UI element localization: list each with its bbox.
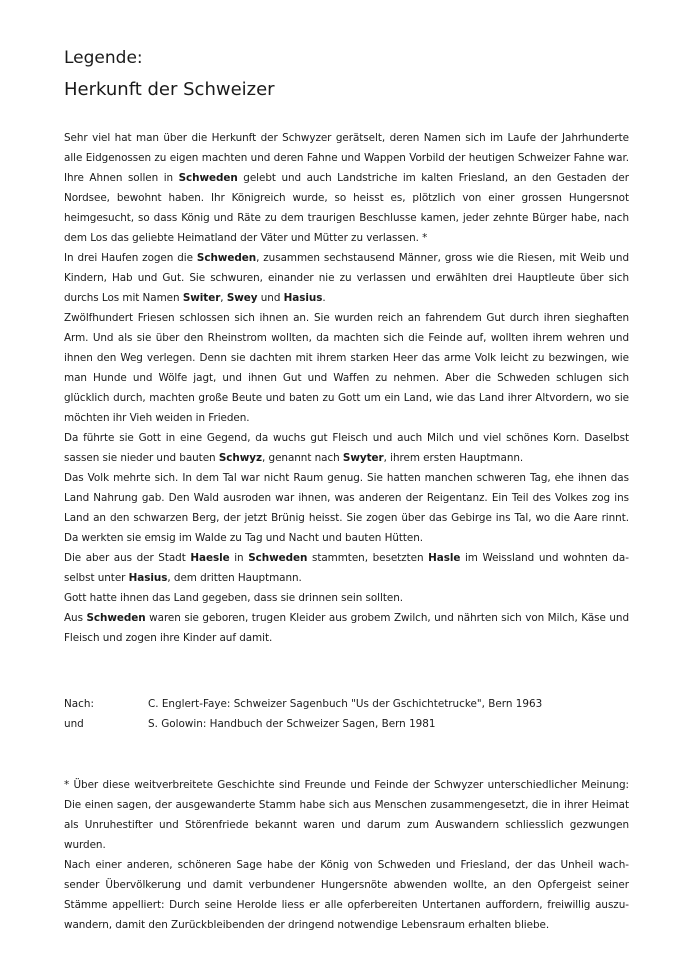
paragraph-land: Gott hatte ihnen das Land gegeben, dass sie drinnen sein sollten. xyxy=(64,592,403,604)
sources-block xyxy=(64,694,629,734)
page-title: Herkunft der Schweizer xyxy=(64,79,275,100)
paragraph-hasle: Die aber aus der Stadt Haesle in Schweden stammten, besetzten Hasle im Weissland und wohnten daselbst unter Hasius, dem dritten Hauptmann. xyxy=(64,552,629,584)
footnote-paragraph-2: Nach einer anderen, schöneren Sage habe der König von Schweden und Friesland, der das Unheil wachsender Übervölkerung und damit verbundener Hungersnöte abwenden wollte, an den Opfergeist seiner Stämme appelliert: Durch seine Herolde liess er alle opferbereiten Untertanen auffordern, freiwillig auszuwandern, damit den Zurückbleibenden der dringend notwendige Lebensraum erhalten bliebe. xyxy=(64,859,629,931)
legend-label: Legende: xyxy=(64,48,143,68)
name-hasius: Hasius xyxy=(283,292,323,304)
source-row xyxy=(64,694,629,714)
paragraph-origin: Sehr viel hat man über die Herkunft der Schwyzer gerätselt, deren Namen sich im Laufe der Jahrhunderte alle Eidgenossen zu eigen machten und deren Fahne und Wappen Vorbild der heutigen Schweizer Fahne war. Ihre Ahnen sollen in Schweden gelebt und auch Landstriche im kalten Friesland, an den Gestaden der Nordsee, bewohnt haben. Ihr Königreich wurde, so heisst es, plötzlich von einer grossen Hungersnot heimgesucht, so dass König und Räte zu dem traurigen Beschlusse kamen, jeder zehnte Bürger habe, nach dem Los das geliebte Heimatland der Väter und Mütter zu verlassen. * xyxy=(64,132,630,244)
name-schweden: Schweden xyxy=(196,252,257,264)
name-schweden: Schweden xyxy=(86,612,146,624)
paragraph-departure: In drei Haufen zogen die Schweden, zusammen sechstausend Männer, gross wie die Riesen, mit Weib und Kindern, Hab und Gut. Sie schwuren, einander nie zu verlassen und erwählten drei Hauptleute über sich durchs Los mit Namen Switer, Swey und Hasius. xyxy=(64,252,630,304)
name-swyter: Swyter xyxy=(342,452,384,464)
source-label: Nach: xyxy=(64,698,94,710)
source-label: und xyxy=(64,718,84,730)
paragraph-friesen: Zwölfhundert Friesen schlossen sich ihnen an. Sie wurden reich an fahrendem Gut durch ihren sieghaften Arm. Und als sie über den Rheinstrom wollten, da machten sich die Feinde auf, wollten ihrem wehren und ihnen den Weg verlegen. Denn sie dachten mit ihrem starken Heer das arme Volk leicht zu bezwingen, wie man Hunde und Wölfe jagt, und ihnen Gut und Waffen zu nehmen. Aber die Schweden schlugen sich glücklich durch, machten große Beute und baten zu Gott um ein Land, wie das Land ihrer Altvordern, wo sie möchten ihr Vieh weiden in Frieden. xyxy=(64,312,629,424)
paragraph-closing: Aus Schweden waren sie geboren, trugen Kleider aus grobem Zwilch, und nährten sich von Milch, Käse und Fleisch und zogen ihre Kinder auf damit. xyxy=(64,612,629,644)
name-schweden: Schweden xyxy=(248,552,308,564)
name-switer: Switer xyxy=(182,292,221,304)
name-haesle: Haesle xyxy=(190,552,230,564)
story-body xyxy=(64,128,629,648)
paragraph-growth: Das Volk mehrte sich. In dem Tal war nicht Raum genug. Sie hatten manchen schweren Tag, ehe ihnen das Land Nahrung gab. Den Wald ausroden war ihnen, was anderen der Reigentanz. Ein Teil des Volkes zog ins Land an den schwarzen Berg, der jetzt Brünig heisst. Sie zogen über das Gebirge ins Tal, wo die Aare rinnt. Da werkten sie emsig im Walde zu Tag und Nacht und bauten Hütten. xyxy=(64,472,629,544)
name-hasius: Hasius xyxy=(128,572,168,584)
name-swey: Swey xyxy=(226,292,258,304)
name-hasle: Hasle xyxy=(428,552,461,564)
paragraph-schwyz: Da führte sie Gott in eine Gegend, da wuchs gut Fleisch und auch Milch und viel schönes Korn. Daselbst sassen sie nieder und bauten Schwyz, genannt nach Swyter, ihrem ersten Hauptmann. xyxy=(64,432,629,464)
footnote-paragraph-1: * Über diese weitverbreitete Geschichte sind Freunde und Feinde der Schwyzer unterschiedlicher Meinung: Die einen sagen, der ausgewanderte Stamm habe sich aus Menschen zusammengesetzt, die in ihrer Heimat als Unruhestifter und Störenfriede bekannt waren und darum zum Auswandern schliesslich gezwungen wurden. xyxy=(64,779,629,851)
name-schweden: Schweden xyxy=(178,172,238,184)
name-schwyz: Schwyz xyxy=(218,452,263,464)
source-row xyxy=(64,714,629,734)
source-citation: S. Golowin: Handbuch der Schweizer Sagen, Bern 1981 xyxy=(148,718,436,730)
source-citation: C. Englert-Faye: Schweizer Sagenbuch "Us der Gschichtetrucke", Bern 1963 xyxy=(148,698,543,710)
footnote xyxy=(64,775,629,935)
